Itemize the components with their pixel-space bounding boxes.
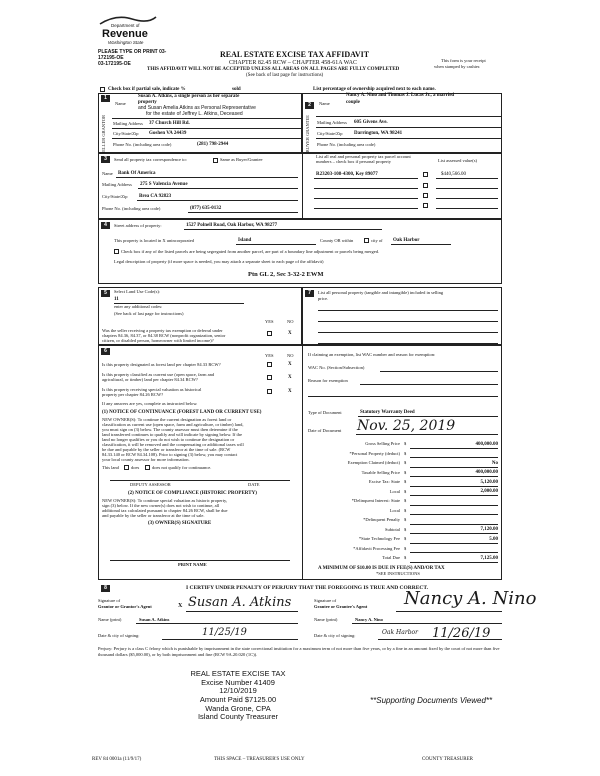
- buyer-city-label: City/State/Zip: [317, 131, 343, 136]
- buyer-name-line1: Nancy A. Nino and Thomas J. Lucas Jr., a married: [346, 93, 455, 98]
- buyer-mailing-label: Mailing Address: [317, 120, 347, 125]
- dept-state: Washington State: [108, 40, 144, 45]
- tax-row-label: *State Technology Fee: [358, 536, 400, 541]
- land-use-no-header: NO: [287, 319, 294, 324]
- tax-row-dollar: $: [404, 441, 407, 446]
- notice2-line: NEW OWNER(S): To continue special valuation as historic property,: [102, 498, 228, 503]
- notice2-body: [102, 498, 228, 518]
- grantor-name-print-label: Name (print): [98, 617, 122, 622]
- buyer-name-line2: couple: [346, 100, 360, 105]
- tax-corr-phone-label: Phone No. (including area code): [102, 206, 161, 211]
- section-number-3: 3: [101, 156, 110, 163]
- tax-row-underline: [410, 562, 498, 563]
- tax-row-label: Taxable Selling Price: [361, 469, 400, 475]
- exemption-yes-checkbox[interactable]: [267, 331, 272, 336]
- tax-row-dollar: $: [404, 507, 407, 513]
- tax-row-underline: [410, 495, 498, 496]
- exemption-question-2: chapters 84.36, 84.37, or 84.38 RCW (nonprofit organization, senior: [102, 333, 226, 338]
- personal-property-checkbox-2[interactable]: [423, 183, 428, 188]
- assessed-header: List assessed value(s): [438, 158, 477, 163]
- section-number-4: 4: [101, 222, 110, 229]
- tax-row-dollar: $: [404, 488, 407, 494]
- buyer-mailing[interactable]: 605 Givens Ave.: [354, 120, 388, 125]
- same-as-buyer-checkbox[interactable]: [213, 158, 218, 163]
- seller-name-line4: for the estate of Jeffrey L. Atkins, Deceased: [146, 111, 243, 117]
- perjury-notice: Perjury: Perjury is a class C felony which is punishable by imprisonment in the state correctional institution for a maximum term of not more than five years, or by a fine in an amount fixed by the court of not more than five thousand dollars ($5,000.00), or by both imprisonment and fine (RCW 9A.20.020 (1C)).: [98, 646, 500, 657]
- buyer-side-label: BUYER GRANTEE: [305, 115, 310, 153]
- tax-corr-city[interactable]: Brea CA 92823: [139, 194, 172, 199]
- treasurer-stamp: [178, 670, 298, 722]
- tax-row-dollar: $: [404, 517, 407, 522]
- form-chapter: CHAPTER 82.45 RCW – CHAPTER 458-61A WAC: [229, 60, 357, 66]
- section-number-1: 1: [101, 95, 110, 102]
- form-note-1: PLEASE TYPE OR PRINT 03-: [98, 49, 167, 55]
- grantor-date-label: Date & city of signing:: [98, 633, 140, 638]
- form-note-3: 03-172195-OE: [98, 61, 131, 67]
- grantee-sig-label-2: Grantee or Grantee's Agent: [314, 604, 368, 609]
- print-name-label: PRINT NAME: [178, 562, 207, 567]
- section-number-6: 6: [101, 348, 110, 355]
- buyer-name-label: Name: [319, 101, 330, 106]
- county-treasurer-label: COUNTY TREASURER: [422, 757, 473, 762]
- seller-name-label: Name: [115, 101, 126, 106]
- ownership-label: List percentage of ownership acquired next to each name.: [313, 87, 436, 92]
- grantor-name-print[interactable]: Susan A. Atkins: [139, 617, 170, 622]
- historic-question-2: property per chapter 84.26 RCW?: [102, 392, 164, 397]
- notice1-line: 84.33.140 or RCW 84.34.108). Prior to signing (3) below, you may contact: [102, 452, 238, 457]
- historic-no-mark[interactable]: X: [288, 389, 292, 394]
- seller-city-label: City/State/Zip: [113, 131, 139, 136]
- notice1-line: you must sign on (3) below. The county assessor must then determine if the: [102, 427, 238, 432]
- notice1-line: land transferred continues to qualify and will indicate by signing below. If the: [102, 432, 243, 437]
- grantee-sig-label-1: Signature of: [314, 598, 337, 603]
- forest-yes-checkbox[interactable]: [267, 362, 272, 367]
- tax-row-dollar: $: [404, 460, 407, 465]
- tax-row-underline: [410, 486, 498, 487]
- city-of-checkbox[interactable]: [364, 238, 369, 243]
- see-instructions: *SEE INSTRUCTIONS: [376, 571, 420, 576]
- grantee-date-label: Date & city of signing:: [314, 633, 356, 638]
- section6-no-header: NO: [287, 353, 294, 358]
- tax-row-underline: [410, 467, 498, 468]
- partial-sale-label: Check box if partial sale, indicate %: [108, 87, 186, 92]
- document-date[interactable]: Nov. 25, 2019: [357, 418, 456, 434]
- land-use-code[interactable]: 11: [114, 297, 119, 302]
- certify-statement: I CERTIFY UNDER PENALTY OF PERJURY THAT THE FOREGOING IS TRUE AND CORRECT.: [186, 585, 429, 591]
- tax-row-label: *Delinquent Penalty: [363, 517, 400, 522]
- treasurer-space-label: THIS SPACE – TREASURER'S USE ONLY: [214, 757, 305, 762]
- this-land-label: This land: [102, 465, 119, 470]
- historic-yes-checkbox[interactable]: [267, 389, 272, 394]
- current-use-yes-checkbox[interactable]: [267, 375, 272, 380]
- notice1-line: land no longer qualifies or you do not wish to continue the designation or: [102, 437, 235, 442]
- property-address-label: Street address of property:: [114, 223, 162, 228]
- exemption-question-3: citizen, or disabled person, homeowner with limited income)?: [102, 338, 214, 343]
- notice2-title: (2) NOTICE OF COMPLIANCE (HISTORIC PROPERTY): [128, 491, 257, 496]
- county-or-within: County OR within: [320, 238, 354, 243]
- segregation-checkbox[interactable]: [114, 249, 119, 254]
- current-use-question-2: agricultural, or timber) land per chapter 84.34 RCW?: [102, 377, 198, 382]
- seller-phone[interactable]: (281) 798-2944: [197, 142, 229, 147]
- tax-row-dollar: $: [404, 498, 407, 503]
- tax-row-label: Exemption Claimed (deduct): [347, 460, 400, 465]
- tax-row-dollar: $: [404, 479, 407, 484]
- notice1-line: NEW OWNER(S): To continue the current designation as forest land or: [102, 417, 232, 422]
- grantor-date[interactable]: 11/25/19: [202, 627, 247, 638]
- personal-property-checkbox[interactable]: [423, 172, 428, 177]
- tax-row-dollar: $: [404, 555, 407, 560]
- assessed-value[interactable]: $440,566.00: [441, 172, 466, 177]
- tax-row-underline: [410, 514, 498, 515]
- stamp-line-3: 12/10/2019: [219, 686, 257, 696]
- exemption-claim-label: If claiming an exemption, list WAC number and reason for exemption:: [308, 352, 436, 357]
- section-number-5: 5: [101, 290, 110, 297]
- does-qualify-checkbox[interactable]: [124, 465, 129, 470]
- grantee-signature[interactable]: Nancy A. Nino: [404, 588, 537, 609]
- tax-row-dollar: $: [404, 536, 407, 541]
- tax-row-label: Total Due: [382, 555, 400, 560]
- property-located-label: This property is located in X unincorporated: [114, 238, 194, 243]
- see-back-instructions: (See back of last page for instructions): [246, 73, 324, 78]
- does-label: does: [131, 465, 140, 470]
- receipt-note-2: when stamped by cashier.: [434, 64, 481, 69]
- document-type[interactable]: Statutory Warranty Deed: [360, 410, 415, 415]
- tax-corr-name-label: Name: [102, 171, 113, 176]
- personal-property-checkbox-4[interactable]: [423, 203, 428, 208]
- seller-mailing-label: Mailing Address: [113, 121, 143, 126]
- if-any-yes: If any answers are yes, complete as instructed below.: [102, 401, 198, 406]
- deputy-assessor-label: DEPUTY ASSESSOR: [130, 482, 171, 487]
- receipt-note-1: This form is your receipt: [441, 58, 486, 63]
- tax-row-label: Excise Tax: State: [368, 479, 400, 484]
- land-use-label: Select Land Use Code(s):: [114, 289, 161, 294]
- exemption-no-mark[interactable]: X: [288, 331, 292, 336]
- notice1-body: [102, 417, 244, 462]
- notice1-title: (1) NOTICE OF CONTINUANCE (FOREST LAND OR CURRENT USE): [102, 410, 262, 415]
- does-not-qualify-checkbox[interactable]: [145, 465, 150, 470]
- tax-row-value[interactable]: 5,120.00: [480, 479, 498, 485]
- parcel-number[interactable]: R23203-108-4300, Key 89077: [316, 172, 378, 177]
- section-number-8: 8: [101, 585, 110, 592]
- form-warning: THIS AFFIDAVIT WILL NOT BE ACCEPTED UNLESS ALL AREAS ON ALL PAGES ARE FULLY COMPLETED: [147, 67, 400, 72]
- tax-row-value[interactable]: 5.00: [489, 536, 498, 542]
- seller-side-label: SELLER GRANTOR: [101, 115, 106, 155]
- legal-description[interactable]: Ptn GL 2, Sec 3-32-2 EWM: [248, 271, 324, 278]
- forest-no-mark[interactable]: X: [288, 362, 292, 367]
- supporting-documents-viewed: **Supporting Documents Viewed**: [370, 696, 493, 705]
- stamp-line-4: Amount Paid $7125.00: [199, 694, 277, 704]
- tax-row-dollar: $: [404, 526, 407, 532]
- tax-corr-phone[interactable]: (877) 635-0132: [190, 206, 222, 211]
- current-use-no-mark[interactable]: X: [288, 375, 292, 380]
- property-county[interactable]: Island: [238, 238, 252, 243]
- notice2-line: additional tax calculated pursuant to chapter 84.26 RCW, shall be due: [102, 508, 228, 513]
- wac-label: WAC No. (Section/Subsection): [308, 365, 365, 370]
- tax-row-underline: [410, 533, 498, 534]
- buyer-phone-label: Phone No. (including area code): [317, 142, 376, 147]
- tax-row-value[interactable]: 7,120.00: [480, 527, 498, 532]
- notice2-line: and payable by the seller or transferor at the time of sale.: [102, 513, 205, 518]
- tax-corr-city-label: City/State/Zip: [102, 194, 128, 199]
- grantee-date[interactable]: 11/26/19: [432, 626, 491, 641]
- partial-sale-sold: sold: [232, 87, 241, 92]
- section-number-7: 7: [305, 290, 314, 297]
- tax-corr-name[interactable]: Bank Of America: [118, 171, 156, 176]
- stamp-line-5: Wanda Grone, CPA: [205, 703, 271, 713]
- land-use-see-back: (See back of last page for instructions): [114, 311, 184, 316]
- seller-name-line2: property: [138, 100, 157, 105]
- exemption-question-1: Was the seller receiving a property tax exemption or deferral under: [102, 328, 223, 333]
- tax-row-label: Subtotal: [384, 526, 400, 532]
- grantee-name-print[interactable]: Nancy A. Nino: [355, 617, 383, 622]
- additional-codes-label: enter any additional codes:: [114, 304, 163, 309]
- tax-row-value[interactable]: 7,125.00: [480, 555, 498, 561]
- tax-row-dollar: $: [404, 545, 407, 551]
- grantor-sig-x: X: [178, 603, 183, 609]
- historic-question-1: Is this property receiving special valuation as historical: [102, 387, 202, 392]
- tax-row-underline: [410, 476, 498, 477]
- notice2-line: sign (3) below. If the new owner(s) does not wish to continue, all: [102, 503, 220, 508]
- current-use-question-1: Is this property classified as current use (open space, farm and: [102, 372, 215, 377]
- tax-row-label: Local: [389, 507, 400, 513]
- personal-property-checkbox-3[interactable]: [423, 193, 428, 198]
- stamp-line-1: REAL ESTATE EXCISE TAX: [190, 669, 286, 678]
- tax-corr-label: Send all property tax correspondence to:: [114, 157, 187, 162]
- tax-row-value[interactable]: 400,000.00: [475, 441, 498, 447]
- tax-row-underline: [410, 524, 498, 525]
- tax-row-value[interactable]: 400,000.00: [475, 470, 498, 475]
- tax-row-underline: [410, 457, 498, 458]
- segregation-label: Check box if any of the listed parcels are being segregated from another parcel, are part of a boundary line adjustment or parcels being merged.: [121, 249, 380, 254]
- legal-description-label: Legal description of property (if more space is needed, you may attach a separate sheet to each page of the affidavit): [114, 259, 324, 264]
- dept-line: Department of: [111, 23, 140, 28]
- section-number-2: 2: [305, 102, 314, 109]
- parcels-header-2: numbers – check box if personal property: [316, 159, 391, 164]
- tax-row-underline: [410, 505, 498, 506]
- grantor-signature[interactable]: Susan A. Atkins: [188, 595, 292, 610]
- seller-city[interactable]: Goshen VA 24439: [149, 131, 187, 136]
- tax-corr-mailing[interactable]: 275 S Valencia Avenue: [140, 182, 188, 187]
- property-city[interactable]: Oak Harbor: [393, 238, 420, 243]
- dor-logo: [98, 14, 158, 48]
- land-use-yes-header: YES: [265, 319, 274, 324]
- document-date-label: Date of Document: [308, 428, 342, 433]
- parcels-header-1: List all real and personal property tax parcel account: [316, 154, 411, 159]
- dept-name: Revenue: [102, 28, 148, 40]
- tax-row-label: *Affidavit Processing Fee: [353, 545, 400, 551]
- tax-row-label: *Delinquent Interest: State: [351, 498, 400, 503]
- form-title: REAL ESTATE EXCISE TAX AFFIDAVIT: [220, 50, 370, 59]
- grantee-city[interactable]: Oak Harbor: [382, 629, 419, 636]
- seller-name-line1: Susan A. Atkins, a single person as her separate: [138, 94, 240, 99]
- personal-property-label-2: price.: [318, 296, 329, 301]
- notice1-line: classification, it will be removed and the compensating or additional taxes will: [102, 442, 244, 447]
- stamp-line-6: Island County Treasurer: [197, 712, 279, 722]
- tax-row-label: Gross Selling Price: [365, 441, 400, 446]
- notice1-line: classification as current use (open space, farm and agriculture, or timber) land,: [102, 422, 244, 427]
- city-of-label: city of: [371, 238, 383, 243]
- form-revision: REV 84 0001a (11/9/17): [92, 757, 142, 762]
- tax-row-dollar: $: [404, 450, 407, 456]
- grantor-sig-label-2: Grantor or Grantor's Agent: [98, 604, 152, 609]
- tax-row-value[interactable]: 2,000.00: [480, 489, 498, 494]
- form-note-2: 172195-OE: [98, 55, 124, 61]
- tax-row-underline: [410, 552, 498, 553]
- tax-row-underline: [410, 448, 498, 449]
- personal-property-label-1: List all personal property (tangible and intangible) included in selling: [318, 290, 444, 295]
- seller-phone-label: Phone No. (including area code): [113, 142, 172, 147]
- notice1-line: your local county assessor for more information.: [102, 457, 190, 462]
- grantor-sig-label-1: Signature of: [98, 598, 121, 603]
- personal-property-section: [302, 287, 502, 345]
- does-not-label: does not qualify for continuance.: [152, 465, 212, 470]
- tax-row-label: Local: [389, 488, 400, 494]
- tax-row-underline: [410, 543, 498, 544]
- section6-yes-header: YES: [265, 353, 274, 358]
- same-as-buyer-label: Same as Buyer/Grantee: [220, 157, 263, 162]
- document-type-label: Type of Document: [308, 410, 342, 415]
- deputy-date-label: DATE: [248, 482, 260, 487]
- seller-name-line3: and Susan Amelia Atkins as Personal Representative: [138, 105, 256, 111]
- buyer-city[interactable]: Darrington, WA 98241: [354, 131, 403, 136]
- tax-row-label: *Personal Property (deduct): [349, 450, 400, 456]
- tax-row-value[interactable]: No: [491, 460, 498, 466]
- grantee-name-print-label: Name (print): [314, 617, 338, 622]
- seller-mailing[interactable]: 37 Church Hill Rd.: [149, 121, 190, 126]
- tax-row-dollar: $: [404, 469, 407, 475]
- tax-corr-mailing-label: Mailing Address: [102, 182, 132, 187]
- reason-label: Reason for exemption: [308, 378, 348, 383]
- partial-sale-checkbox[interactable]: [100, 87, 105, 92]
- stamp-line-2: Excise Number 41409: [201, 677, 275, 687]
- forest-land-question: Is this property designated as forest land per chapter 84.33 RCW?: [102, 362, 221, 367]
- notice1-line: be due and payable by the seller or transferor at the time of sale. (RCW: [102, 447, 231, 452]
- owner-signature-label: (3) OWNER(S) SIGNATURE: [148, 521, 212, 526]
- minimum-due: A MINIMUM OF $10.00 IS DUE IN FEE(S) AND/OR TAX: [318, 566, 445, 571]
- property-address[interactable]: 1527 Polnell Road, Oak Harbor, WA 98277: [186, 223, 278, 228]
